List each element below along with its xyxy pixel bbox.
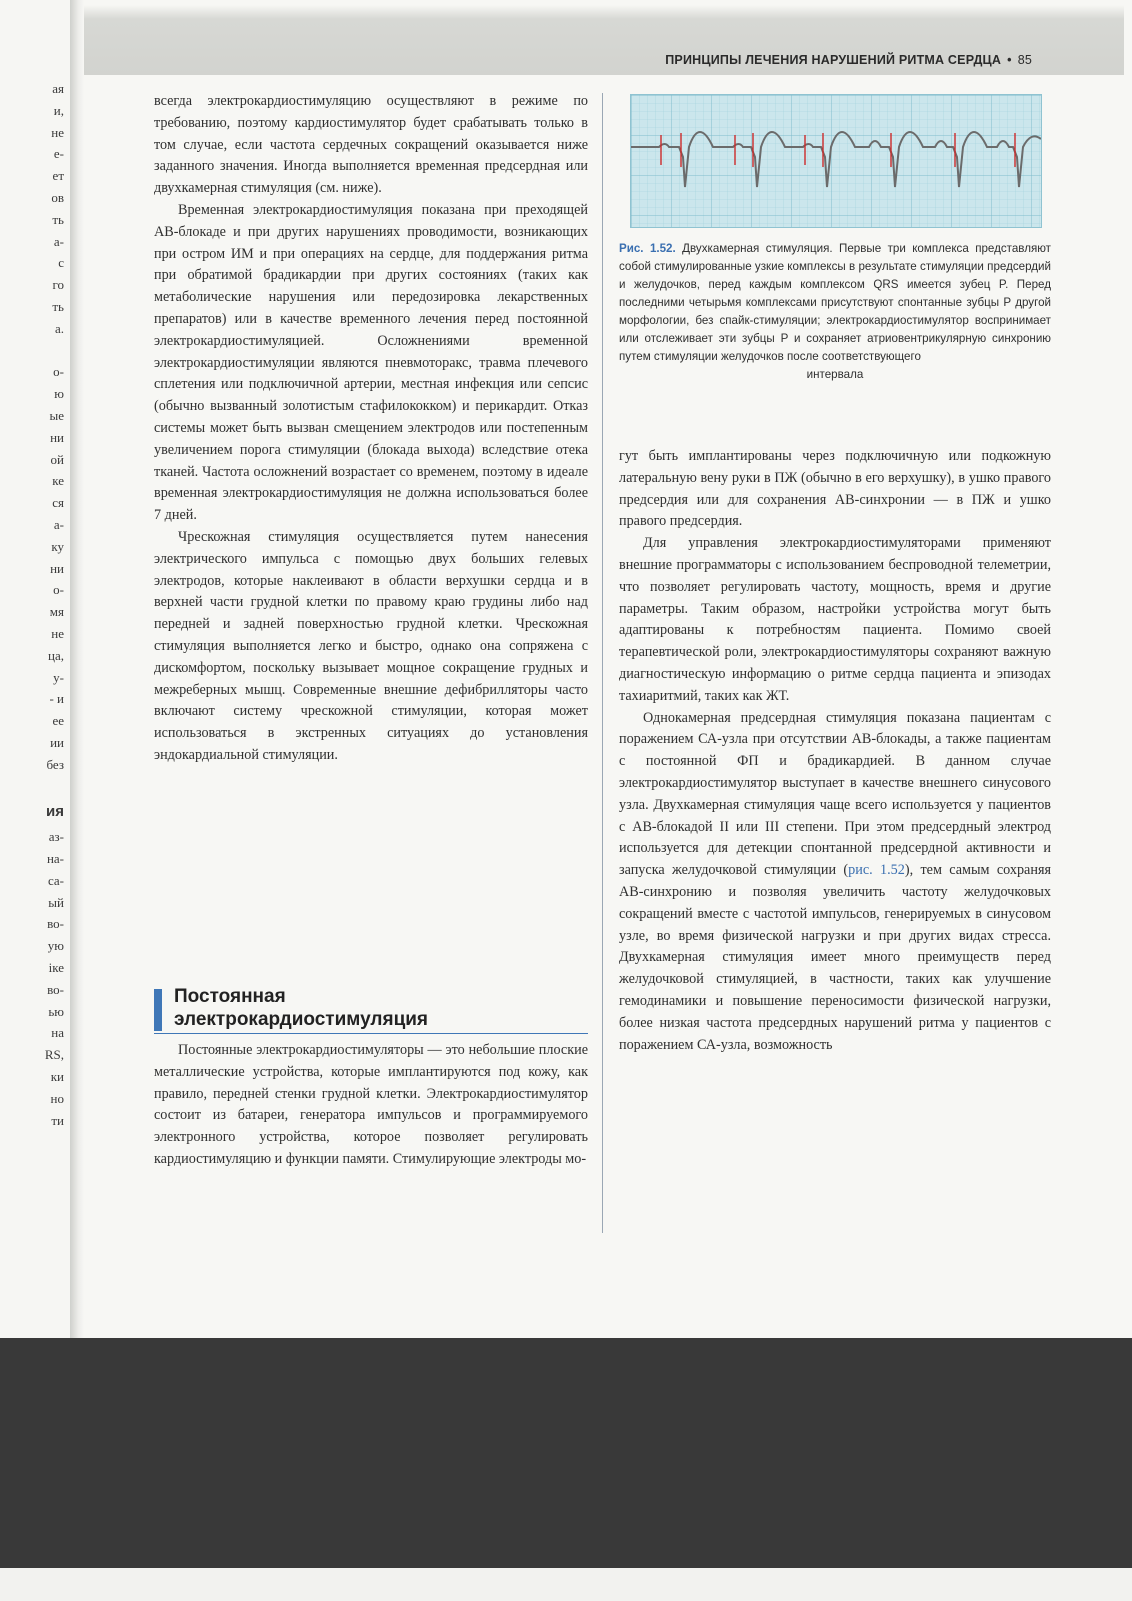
left-fragment xyxy=(0,340,70,362)
left-fragment: не xyxy=(51,625,64,641)
paragraph: Чрескожная стимуляция осуществляется путем нанесения электрического импульса с помощью двух больших гелевых электродов, которые наклеивают в области верхушки сердца и в верхней части грудной клетки по правому краю грудины либо над передней и задней поверхностью грудной клетки. Чрескожная стимуляция выполняется легко и быстро, однако она сопряжена с дискомфортом, поскольку вызывает мощное сокращение грудных и межреберных мышц. Современные внешние дефибрилляторы часто включают систему чрескожной стимуляции, которая может использоваться в экстренных ситуациях до установления эндокардиальной стимуляции. xyxy=(154,528,588,763)
left-fragment: но xyxy=(50,1090,64,1106)
left-fragment: ть xyxy=(52,298,64,314)
left-fragment: на- xyxy=(46,851,64,867)
ecg-strip-image xyxy=(631,95,1041,227)
left-column-continued xyxy=(154,1040,588,1171)
section-accent-bar xyxy=(154,989,162,1031)
left-fragment: во- xyxy=(47,916,64,932)
paragraph: Временная электрокардиостимуляция показана при преходящей АВ-блокаде и при других нарушениях проводимости, возникающих при остром ИМ и при операциях на сердце, для поддержания ритма при обратимой брадикардии при других состояниях (таких как метаболические нарушения или передозировка лекарственных препаратов) или в качестве временного лечения перед постоянной электрокардиостимуляцией. Осложнениями временной электрокардиостимуляции являются пневмоторакс, травма плечевого сплетения или подключичной артерии, местная инфекция или сепсис (обычно вызванный золотистым стафилококком) и перикардит. Отказ системы может быть вызван смещением электродов или постепенным увеличением порога стимуляции (блокада выхода) вследствие отека тканей. Частота осложнений возрастает со временем, поэтому в идеале временная электрокардиостимуляция не должна использоваться более 7 дней. xyxy=(154,201,588,524)
paragraph: всегда электрокардиостимуляцию осуществляют в режиме по требованию, поэтому кардиостимулятор будет срабатывать только в том случае, если частота сердечных сокращений оказывается ниже заданного значения. Иногда выполняется временная предсердная или двухкамерная стимуляция (см. ниже). xyxy=(154,93,588,197)
left-fragment: у- xyxy=(53,669,64,685)
section-title-line: электрокардиостимуляция xyxy=(174,1009,429,1030)
running-header xyxy=(665,53,1032,67)
paragraph-text: ), тем самым сохраняя АВ-синхронию и позволяя увеличить частоту желудочковых сокращений вместе с частотой импульсов, генерируемых в синусовом узле, во время физической нагрузки и при других видах стресса. Двухкамерная стимуляция имеет много преимуществ перед желудочковой стимуляцией, в частности, таких как улучшение гемодинамики и повышение переносимости физической нагрузки, более низкая частота предсердных нарушений ритма у пациентов с поражением СА-узла, возможность xyxy=(619,862,1052,1053)
scan-background-dark xyxy=(0,1338,1132,1601)
section-rule xyxy=(154,1033,588,1034)
header-bullet: • xyxy=(1007,53,1012,67)
left-fragment: RS, xyxy=(44,1047,64,1063)
left-fragment: ца, xyxy=(48,647,64,663)
left-fragment: ее xyxy=(52,713,64,729)
paragraph: гут быть имплантированы через подключичную или подкожную латеральную вену руки в ПЖ (обычно в его верхушку), в ушко правого предсердия или для сохранения АВ-синхронии — в ПЖ и ушко правого предсердия. xyxy=(619,448,1051,530)
left-fragment: а. xyxy=(54,320,64,336)
left-fragment: ет xyxy=(52,168,64,184)
left-page-text-fragments xyxy=(0,78,70,1131)
scan-background-strip xyxy=(0,1568,1132,1601)
caption-end: интервала xyxy=(806,368,864,381)
section-title-line: Постоянная xyxy=(174,986,286,1007)
paragraph-text: Однокамерная предсердная стимуляция показана пациентам с поражением СА-узла при отсутствии АВ-блокады, а также пациентам с постоянной ФП и брадикардией. В данном случае электрокардиостимулятор выступает в качестве внешнего синусового узла. Двухкамерная стимуляция чаще всего используется у пациентов с АВ-блокадой II или III степени. При этом предсердный электрод используется для детекции спонтанной предсердной активности и запуска желудочковой стимуляции ( xyxy=(619,709,1051,879)
left-fragment: а- xyxy=(53,233,64,249)
page-number: 85 xyxy=(1017,53,1032,67)
figure-caption xyxy=(619,240,1051,384)
ecg-grid xyxy=(631,95,1041,227)
left-fragment: ки xyxy=(50,1069,64,1085)
section-title xyxy=(174,985,428,1031)
left-fragment: іке xyxy=(48,960,64,976)
left-fragment: ии xyxy=(50,734,64,750)
figure-reference-link[interactable]: рис. 1.52 xyxy=(848,862,905,879)
left-fragment: е- xyxy=(53,146,64,162)
left-column xyxy=(154,91,588,767)
left-fragment xyxy=(0,776,70,798)
left-fragment: ой xyxy=(50,451,64,467)
left-fragment: ов xyxy=(51,189,64,205)
left-fragment: мя xyxy=(49,604,64,620)
left-fragment: ку xyxy=(51,538,64,554)
left-fragment: ый xyxy=(48,894,64,910)
left-fragment: ия xyxy=(46,803,64,821)
left-fragment: ью xyxy=(48,1003,64,1019)
left-fragment: ке xyxy=(52,473,64,489)
left-fragment: ть xyxy=(52,211,64,227)
running-title: ПРИНЦИПЫ ЛЕЧЕНИЯ НАРУШЕНИЙ РИТМА СЕРДЦА xyxy=(665,53,1002,67)
left-fragment: а- xyxy=(53,516,64,532)
left-fragment: ые xyxy=(49,407,64,423)
left-fragment: о- xyxy=(53,364,64,380)
left-fragment: ая xyxy=(52,81,64,96)
left-fragment: го xyxy=(52,277,64,293)
left-fragment: о- xyxy=(53,582,64,598)
left-fragment: ти xyxy=(51,1112,64,1128)
paragraph xyxy=(619,708,1051,1057)
figure-label: Рис. 1.52. xyxy=(619,242,676,255)
left-fragment: са- xyxy=(47,872,64,888)
left-fragment: аз- xyxy=(48,829,64,845)
left-fragment: не xyxy=(51,124,64,140)
right-column xyxy=(619,446,1051,1056)
left-fragment: во- xyxy=(47,981,64,997)
left-fragment: ни xyxy=(50,429,64,445)
left-fragment: - и xyxy=(49,691,64,707)
left-fragment: и, xyxy=(53,102,64,118)
left-fragment: без xyxy=(46,756,64,772)
section-heading xyxy=(154,985,588,1035)
left-fragment: ся xyxy=(52,495,64,511)
left-fragment: ни xyxy=(50,560,64,576)
ecg-figure xyxy=(630,94,1042,228)
left-fragment: на xyxy=(51,1025,64,1041)
left-fragment: ю xyxy=(54,386,64,402)
paragraph: Постоянные электрокардиостимуляторы — это небольшие плоские металлические устройства, которые имплантируются под кожу, как правило, передней стенки грудной клетки. Электрокардиостимулятор состоит из батареи, генератора импульсов и программируемого электронного устройства, которое позволяет регулировать кардиостимуляцию и функции памяти. Стимулирующие электроды мо- xyxy=(154,1042,588,1167)
caption-text: Двухкамерная стимуляция. Первые три комплекса представляют собой стимулированные узкие комплексы в результате стимуляции предсердий и желудочков, перед каждым комплексом QRS имеется зубец P. Перед последними четырьмя комплексами присутствуют спонтанные зубцы P другой морфологии, без спайк-стимуляции; электрокардиостимулятор воспринимает или отслеживает эти зубцы P и сохраняет атриовентрикулярную синхронию путем стимуляции желудочков после соответствующего xyxy=(619,242,1051,363)
left-fragment: ую xyxy=(47,938,64,954)
paragraph: Для управления электрокардиостимуляторами применяют внешние программаторы с использованием беспроводной телеметрии, что позволяет регулировать частоту, мощность, время и другие параметры. Таким образом, настройки устройства могут быть адаптированы к потребностям пациента. Помимо своей терапевтической роли, электрокардиостимуляторы сохраняют важную диагностическую информацию о ритме сердца пациента и эпизодах тахиаритмий, таких как ЖТ. xyxy=(619,535,1051,704)
column-divider xyxy=(602,93,603,1233)
left-fragment: с xyxy=(58,255,64,271)
